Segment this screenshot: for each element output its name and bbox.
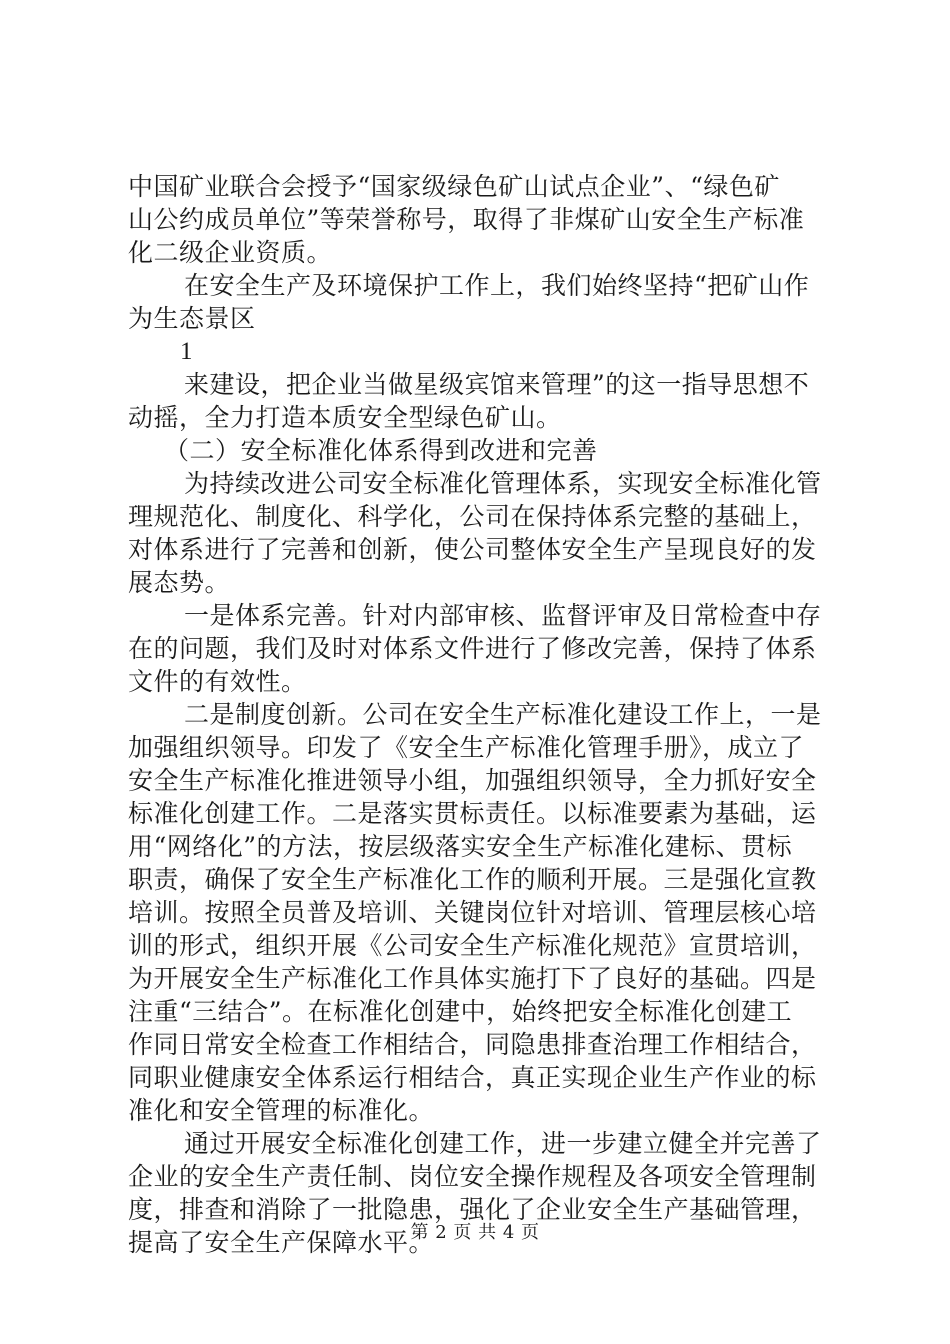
paragraph-line: 标准化创建工作。二是落实贯标责任。以标准要素为基础，运 bbox=[128, 799, 817, 828]
paragraph-line: 展态势。 bbox=[128, 568, 231, 597]
paragraph-line: 为开展安全生产标准化工作具体实施打下了良好的基础。四是 bbox=[128, 964, 817, 993]
paragraph-line: 同职业健康安全体系运行相结合，真正实现企业生产作业的标 bbox=[128, 1063, 817, 1092]
page-footer: 第 2 页 共 4 页 bbox=[410, 1222, 540, 1243]
paragraph-line: 来建设，把企业当做星级宾馆来管理”的这一指导思想不 bbox=[184, 370, 810, 399]
paragraph-line: 提高了安全生产保障水平。 bbox=[128, 1228, 435, 1257]
paragraph-line: 一是体系完善。针对内部审核、监督评审及日常检查中存 bbox=[184, 601, 822, 630]
paragraph-line: 安全生产标准化推进领导小组，加强组织领导，全力抓好安全 bbox=[128, 766, 817, 795]
paragraph-line: 注重“三结合”。在标准化创建中，始终把安全标准化创建工 bbox=[128, 997, 793, 1026]
paragraph-line: 为生态景区 bbox=[128, 304, 256, 333]
paragraph-line: 理规范化、制度化、科学化，公司在保持体系完整的基础上， bbox=[128, 502, 817, 531]
paragraph-line: 用“网络化”的方法，按层级落实安全生产标准化建标、贯标 bbox=[128, 832, 793, 861]
paragraph-line: 文件的有效性。 bbox=[128, 667, 307, 696]
paragraph-line: 中国矿业联合会授予“国家级绿色矿山试点企业”、“绿色矿 bbox=[128, 172, 780, 201]
paragraph-line: 企业的安全生产责任制、岗位安全操作规程及各项安全管理制 bbox=[128, 1162, 817, 1191]
paragraph-line: 度，排查和消除了一批隐患，强化了企业安全生产基础管理， bbox=[128, 1195, 817, 1224]
paragraph-line: 通过开展安全标准化创建工作，进一步建立健全并完善了 bbox=[184, 1129, 822, 1158]
section-heading: （二）安全标准化体系得到改进和完善 bbox=[164, 436, 598, 465]
paragraph-line: 二是制度创新。公司在安全生产标准化建设工作上，一是 bbox=[184, 700, 822, 729]
paragraph-line: 对体系进行了完善和创新，使公司整体安全生产呈现良好的发 bbox=[128, 535, 817, 564]
paragraph-line: 培训。按照全员普及培训、关键岗位针对培训、管理层核心培 bbox=[128, 898, 817, 927]
paragraph-line: 在安全生产及环境保护工作上，我们始终坚持“把矿山作 bbox=[184, 271, 810, 300]
paragraph-line: 山公约成员单位”等荣誉称号，取得了非煤矿山安全生产标准 bbox=[128, 205, 805, 234]
document-body bbox=[128, 170, 836, 1259]
paragraph-line: 职责，确保了安全生产标准化工作的顺利开展。三是强化宣教 bbox=[128, 865, 817, 894]
inline-page-number: 1 bbox=[180, 338, 193, 365]
paragraph-line: 作同日常安全检查工作相结合，同隐患排查治理工作相结合， bbox=[128, 1030, 817, 1059]
paragraph-line: 化二级企业资质。 bbox=[128, 238, 333, 267]
paragraph-line: 为持续改进公司安全标准化管理体系，实现安全标准化管 bbox=[184, 469, 822, 498]
paragraph-line: 准化和安全管理的标准化。 bbox=[128, 1096, 435, 1125]
paragraph-line: 在的问题，我们及时对体系文件进行了修改完善，保持了体系 bbox=[128, 634, 817, 663]
paragraph-line: 训的形式，组织开展《公司安全生产标准化规范》宣贯培训， bbox=[128, 931, 817, 960]
paragraph-line: 加强组织领导。印发了《安全生产标准化管理手册》，成立了 bbox=[128, 733, 805, 762]
paragraph-line: 动摇，全力打造本质安全型绿色矿山。 bbox=[128, 403, 562, 432]
